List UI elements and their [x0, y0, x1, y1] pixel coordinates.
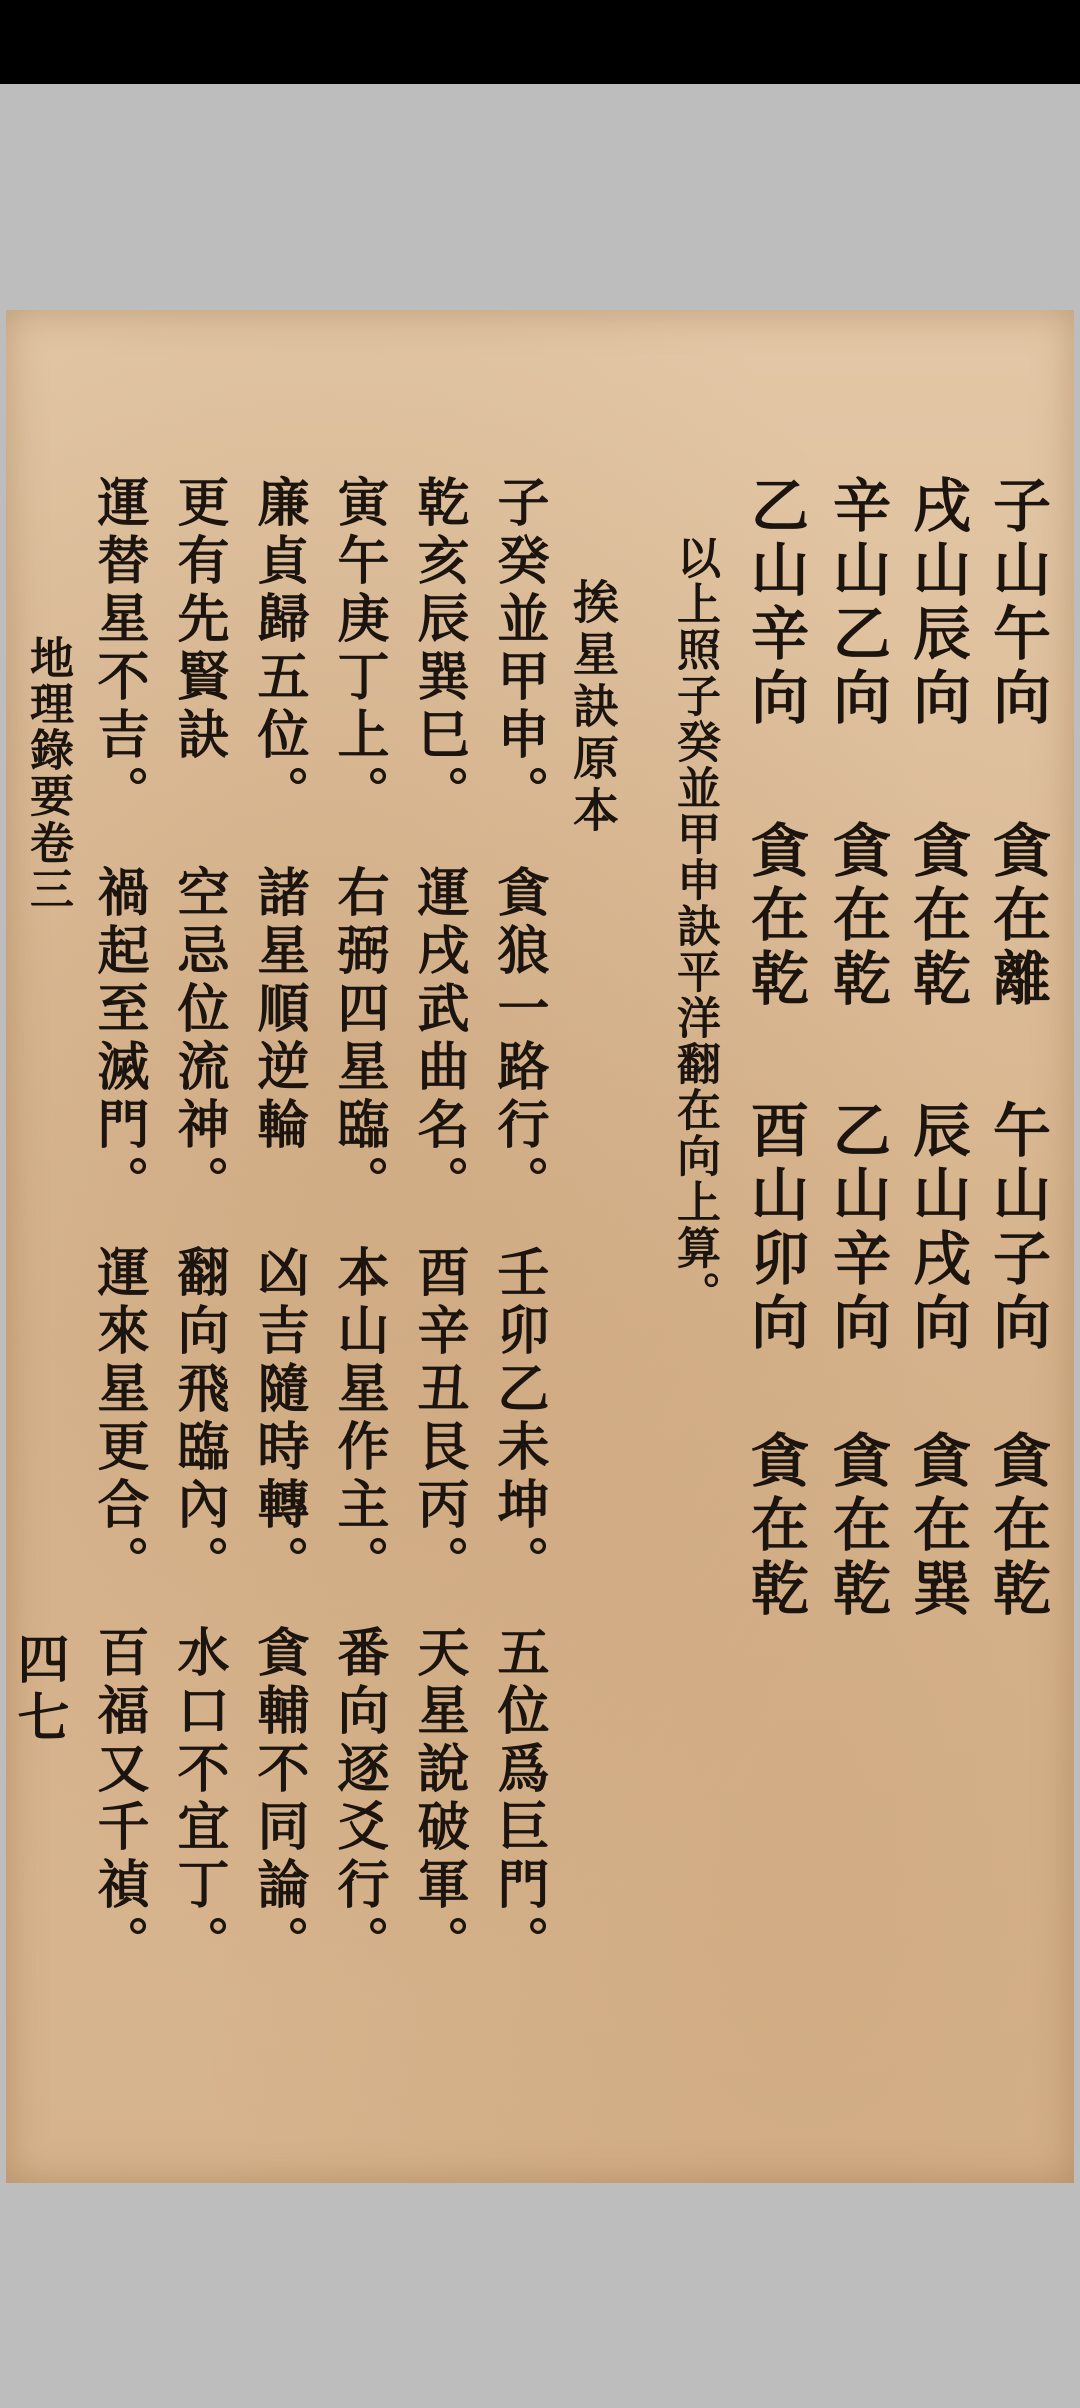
verse-line: 右弼四星臨。	[328, 865, 389, 1213]
verse-line: 水口不宜丁。	[168, 1625, 229, 1973]
verse-line: 百福又千禎。	[88, 1625, 149, 1973]
verse-line: 五位爲巨門。	[488, 1625, 549, 1973]
table-note: 以上照子癸並甲申訣平洋翻在向上算。	[669, 535, 720, 1317]
volume-label: 卷三	[22, 820, 73, 912]
verse-line: 運戌武曲名。	[408, 865, 469, 1213]
book-title: 地理錄要	[22, 635, 73, 819]
verse-line: 廉貞歸五位。	[248, 475, 309, 823]
verse-line: 子癸並甲申。	[488, 475, 549, 823]
status-bar	[0, 0, 1080, 84]
table-cell: 貪在乾	[741, 1430, 809, 1622]
table-cell: 乙山辛向	[741, 475, 809, 731]
page-number: 四七	[8, 1632, 69, 1748]
table-cell: 乙山辛向	[823, 1100, 891, 1356]
table-cell: 辰山戌向	[903, 1100, 971, 1356]
verse-line: 番向逐爻行。	[328, 1625, 389, 1973]
verse-line: 貪輔不同論。	[248, 1625, 309, 1973]
table-cell: 貪在乾	[903, 820, 971, 1012]
verse-line: 天星說破軍。	[408, 1625, 469, 1973]
table-cell: 午山子向	[983, 1100, 1051, 1356]
verse-line: 寅午庚丁上。	[328, 475, 389, 823]
verse-line: 運替星不吉。	[88, 475, 149, 823]
table-cell: 貪在離	[983, 820, 1051, 1012]
verse-line: 更有先賢訣	[168, 475, 229, 765]
table-cell: 辛山乙向	[823, 475, 891, 731]
verse-line: 諸星順逆輪	[248, 865, 309, 1155]
verse-line: 翻向飛臨內。	[168, 1245, 229, 1593]
verse-line: 本山星作主。	[328, 1245, 389, 1593]
verse-line: 乾亥辰巽巳。	[408, 475, 469, 823]
table-cell: 戌山辰向	[903, 475, 971, 731]
verse-line: 空忌位流神。	[168, 865, 229, 1213]
section-title: 挨星訣原本	[566, 578, 620, 838]
table-cell: 貪在乾	[741, 820, 809, 1012]
table-cell: 子山午向	[983, 475, 1051, 731]
table-cell: 貪在乾	[823, 1430, 891, 1622]
verse-line: 酉辛丑艮丙。	[408, 1245, 469, 1593]
verse-line: 運來星更合。	[88, 1245, 149, 1593]
verse-line: 貪狼一路行。	[488, 865, 549, 1213]
verse-line: 壬卯乙未坤。	[488, 1245, 549, 1593]
table-cell: 貪在乾	[823, 820, 891, 1012]
table-cell: 貪在乾	[983, 1430, 1051, 1622]
verse-line: 禍起至滅門。	[88, 865, 149, 1213]
verse-line: 凶吉隨時轉。	[248, 1245, 309, 1593]
table-cell: 貪在巽	[903, 1430, 971, 1622]
table-cell: 酉山卯向	[741, 1100, 809, 1356]
book-page	[6, 310, 1074, 2183]
